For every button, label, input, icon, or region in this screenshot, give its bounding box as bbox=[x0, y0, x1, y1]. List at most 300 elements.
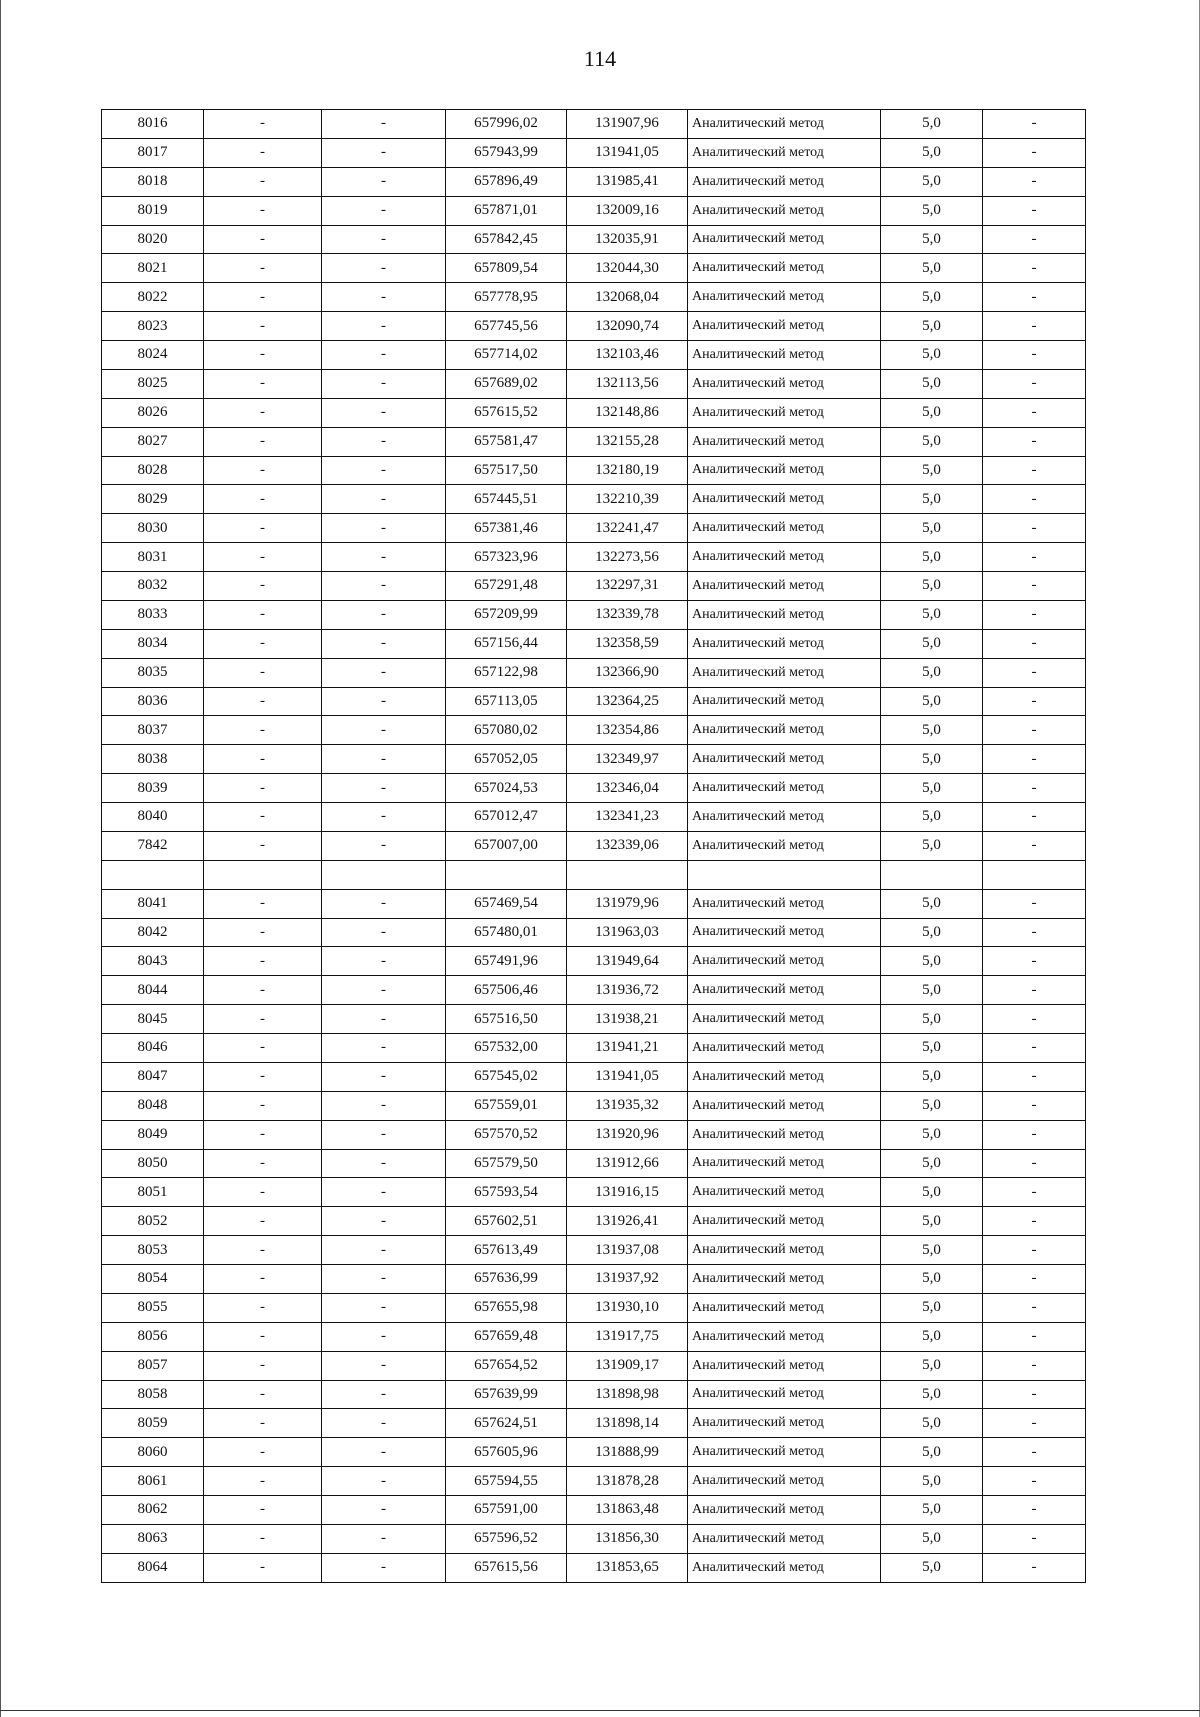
table-row bbox=[102, 1062, 1086, 1091]
accuracy-cell: 5,0 bbox=[881, 514, 983, 543]
table-row bbox=[102, 1467, 1086, 1496]
x-coordinate-cell: 657593,54 bbox=[446, 1178, 567, 1207]
point-number-cell: 8058 bbox=[102, 1380, 204, 1409]
y-coordinate-cell: 131935,32 bbox=[567, 1091, 688, 1120]
empty-cell: - bbox=[204, 456, 322, 485]
method-cell: Аналитический метод bbox=[688, 1236, 881, 1265]
method-cell: Аналитический метод bbox=[688, 1496, 881, 1525]
point-number-cell: 8026 bbox=[102, 398, 204, 427]
empty-cell: - bbox=[322, 889, 446, 918]
method-cell: Аналитический метод bbox=[688, 1409, 881, 1438]
point-number-cell: 8042 bbox=[102, 918, 204, 947]
empty-cell: - bbox=[204, 745, 322, 774]
table-row bbox=[102, 1120, 1086, 1149]
point-number-cell: 8055 bbox=[102, 1293, 204, 1322]
x-coordinate-cell: 657080,02 bbox=[446, 716, 567, 745]
method-cell: Аналитический метод bbox=[688, 167, 881, 196]
method-cell: Аналитический метод bbox=[688, 1380, 881, 1409]
table-row bbox=[102, 1496, 1086, 1525]
empty-cell: - bbox=[983, 1005, 1086, 1034]
empty-cell: - bbox=[204, 254, 322, 283]
accuracy-cell: 5,0 bbox=[881, 716, 983, 745]
x-coordinate-cell: 657745,56 bbox=[446, 312, 567, 341]
table-row bbox=[102, 167, 1086, 196]
empty-cell: - bbox=[204, 774, 322, 803]
method-cell: Аналитический метод bbox=[688, 1322, 881, 1351]
empty-cell bbox=[102, 860, 204, 889]
method-cell: Аналитический метод bbox=[688, 889, 881, 918]
method-cell: Аналитический метод bbox=[688, 283, 881, 312]
table-row bbox=[102, 1351, 1086, 1380]
empty-cell: - bbox=[983, 774, 1086, 803]
x-coordinate-cell: 657596,52 bbox=[446, 1524, 567, 1553]
y-coordinate-cell: 132035,91 bbox=[567, 225, 688, 254]
accuracy-cell: 5,0 bbox=[881, 1351, 983, 1380]
empty-cell: - bbox=[322, 1438, 446, 1467]
empty-cell: - bbox=[204, 1207, 322, 1236]
empty-cell: - bbox=[204, 1438, 322, 1467]
empty-cell: - bbox=[322, 196, 446, 225]
accuracy-cell: 5,0 bbox=[881, 1553, 983, 1582]
empty-cell: - bbox=[322, 600, 446, 629]
empty-cell: - bbox=[204, 1380, 322, 1409]
y-coordinate-cell: 131938,21 bbox=[567, 1005, 688, 1034]
y-coordinate-cell: 132339,06 bbox=[567, 831, 688, 860]
empty-cell: - bbox=[322, 1149, 446, 1178]
table-row bbox=[102, 1091, 1086, 1120]
empty-cell: - bbox=[204, 1524, 322, 1553]
y-coordinate-cell: 131863,48 bbox=[567, 1496, 688, 1525]
empty-cell bbox=[446, 860, 567, 889]
empty-cell: - bbox=[983, 514, 1086, 543]
empty-cell: - bbox=[204, 1120, 322, 1149]
point-number-cell: 8021 bbox=[102, 254, 204, 283]
accuracy-cell: 5,0 bbox=[881, 658, 983, 687]
x-coordinate-cell: 657559,01 bbox=[446, 1091, 567, 1120]
method-cell: Аналитический метод bbox=[688, 658, 881, 687]
method-cell: Аналитический метод bbox=[688, 716, 881, 745]
empty-cell: - bbox=[322, 1062, 446, 1091]
x-coordinate-cell: 657469,54 bbox=[446, 889, 567, 918]
accuracy-cell: 5,0 bbox=[881, 1178, 983, 1207]
empty-cell: - bbox=[322, 341, 446, 370]
method-cell: Аналитический метод bbox=[688, 543, 881, 572]
empty-cell: - bbox=[983, 167, 1086, 196]
table-row bbox=[102, 947, 1086, 976]
point-number-cell: 8019 bbox=[102, 196, 204, 225]
empty-cell: - bbox=[983, 485, 1086, 514]
empty-cell: - bbox=[322, 629, 446, 658]
empty-cell: - bbox=[983, 110, 1086, 139]
empty-cell: - bbox=[322, 976, 446, 1005]
empty-cell: - bbox=[322, 1409, 446, 1438]
empty-cell: - bbox=[983, 1062, 1086, 1091]
table-row bbox=[102, 312, 1086, 341]
x-coordinate-cell: 657654,52 bbox=[446, 1351, 567, 1380]
empty-cell: - bbox=[322, 369, 446, 398]
point-number-cell: 8035 bbox=[102, 658, 204, 687]
coordinates-table-body bbox=[102, 110, 1086, 1583]
x-coordinate-cell: 657615,56 bbox=[446, 1553, 567, 1582]
empty-cell: - bbox=[204, 1496, 322, 1525]
table-row bbox=[102, 369, 1086, 398]
empty-cell: - bbox=[983, 341, 1086, 370]
table-row bbox=[102, 658, 1086, 687]
method-cell: Аналитический метод bbox=[688, 629, 881, 658]
point-number-cell: 8040 bbox=[102, 803, 204, 832]
point-number-cell: 7842 bbox=[102, 831, 204, 860]
table-row bbox=[102, 831, 1086, 860]
x-coordinate-cell: 657581,47 bbox=[446, 427, 567, 456]
x-coordinate-cell: 657602,51 bbox=[446, 1207, 567, 1236]
empty-cell: - bbox=[983, 1293, 1086, 1322]
table-row bbox=[102, 196, 1086, 225]
table-row bbox=[102, 1149, 1086, 1178]
y-coordinate-cell: 131926,41 bbox=[567, 1207, 688, 1236]
point-number-cell: 8062 bbox=[102, 1496, 204, 1525]
accuracy-cell: 5,0 bbox=[881, 1149, 983, 1178]
method-cell: Аналитический метод bbox=[688, 947, 881, 976]
point-number-cell: 8063 bbox=[102, 1524, 204, 1553]
x-coordinate-cell: 657012,47 bbox=[446, 803, 567, 832]
method-cell: Аналитический метод bbox=[688, 831, 881, 860]
empty-cell: - bbox=[322, 1553, 446, 1582]
y-coordinate-cell: 131853,65 bbox=[567, 1553, 688, 1582]
x-coordinate-cell: 657689,02 bbox=[446, 369, 567, 398]
empty-cell: - bbox=[204, 543, 322, 572]
accuracy-cell: 5,0 bbox=[881, 369, 983, 398]
table-row bbox=[102, 1380, 1086, 1409]
accuracy-cell: 5,0 bbox=[881, 1524, 983, 1553]
point-number-cell: 8043 bbox=[102, 947, 204, 976]
x-coordinate-cell: 657007,00 bbox=[446, 831, 567, 860]
empty-cell bbox=[322, 860, 446, 889]
point-number-cell: 8038 bbox=[102, 745, 204, 774]
accuracy-cell: 5,0 bbox=[881, 745, 983, 774]
table-row bbox=[102, 1409, 1086, 1438]
table-row bbox=[102, 1207, 1086, 1236]
empty-cell: - bbox=[983, 543, 1086, 572]
method-cell: Аналитический метод bbox=[688, 976, 881, 1005]
empty-cell: - bbox=[204, 485, 322, 514]
point-number-cell: 8025 bbox=[102, 369, 204, 398]
empty-cell: - bbox=[322, 1524, 446, 1553]
empty-cell: - bbox=[983, 398, 1086, 427]
y-coordinate-cell: 131920,96 bbox=[567, 1120, 688, 1149]
x-coordinate-cell: 657659,48 bbox=[446, 1322, 567, 1351]
point-number-cell: 8049 bbox=[102, 1120, 204, 1149]
empty-cell: - bbox=[204, 283, 322, 312]
y-coordinate-cell: 132068,04 bbox=[567, 283, 688, 312]
table-row bbox=[102, 398, 1086, 427]
table-row bbox=[102, 918, 1086, 947]
point-number-cell: 8048 bbox=[102, 1091, 204, 1120]
point-number-cell: 8052 bbox=[102, 1207, 204, 1236]
empty-cell: - bbox=[204, 1293, 322, 1322]
accuracy-cell: 5,0 bbox=[881, 1236, 983, 1265]
table-row bbox=[102, 110, 1086, 139]
point-number-cell: 8060 bbox=[102, 1438, 204, 1467]
point-number-cell: 8027 bbox=[102, 427, 204, 456]
y-coordinate-cell: 132009,16 bbox=[567, 196, 688, 225]
empty-cell: - bbox=[983, 1496, 1086, 1525]
empty-cell: - bbox=[983, 947, 1086, 976]
table-row bbox=[102, 1236, 1086, 1265]
table-row bbox=[102, 1322, 1086, 1351]
accuracy-cell: 5,0 bbox=[881, 687, 983, 716]
y-coordinate-cell: 131985,41 bbox=[567, 167, 688, 196]
table-row bbox=[102, 976, 1086, 1005]
empty-cell: - bbox=[204, 1553, 322, 1582]
empty-cell: - bbox=[983, 1236, 1086, 1265]
method-cell: Аналитический метод bbox=[688, 600, 881, 629]
table-row bbox=[102, 138, 1086, 167]
x-coordinate-cell: 657323,96 bbox=[446, 543, 567, 572]
accuracy-cell: 5,0 bbox=[881, 341, 983, 370]
table-row bbox=[102, 600, 1086, 629]
empty-cell: - bbox=[983, 889, 1086, 918]
y-coordinate-cell: 132090,74 bbox=[567, 312, 688, 341]
empty-cell: - bbox=[983, 803, 1086, 832]
x-coordinate-cell: 657480,01 bbox=[446, 918, 567, 947]
point-number-cell: 8033 bbox=[102, 600, 204, 629]
point-number-cell: 8047 bbox=[102, 1062, 204, 1091]
table-row bbox=[102, 514, 1086, 543]
x-coordinate-cell: 657570,52 bbox=[446, 1120, 567, 1149]
empty-cell: - bbox=[322, 687, 446, 716]
x-coordinate-cell: 657778,95 bbox=[446, 283, 567, 312]
empty-cell: - bbox=[204, 1236, 322, 1265]
accuracy-cell: 5,0 bbox=[881, 1409, 983, 1438]
accuracy-cell: 5,0 bbox=[881, 803, 983, 832]
empty-cell: - bbox=[322, 138, 446, 167]
empty-cell: - bbox=[322, 1120, 446, 1149]
empty-cell: - bbox=[204, 572, 322, 601]
y-coordinate-cell: 131898,14 bbox=[567, 1409, 688, 1438]
empty-cell: - bbox=[983, 196, 1086, 225]
empty-cell: - bbox=[983, 138, 1086, 167]
point-number-cell: 8016 bbox=[102, 110, 204, 139]
accuracy-cell: 5,0 bbox=[881, 1438, 983, 1467]
method-cell: Аналитический метод bbox=[688, 1005, 881, 1034]
empty-cell: - bbox=[322, 167, 446, 196]
point-number-cell: 8041 bbox=[102, 889, 204, 918]
empty-cell: - bbox=[322, 716, 446, 745]
y-coordinate-cell: 131917,75 bbox=[567, 1322, 688, 1351]
x-coordinate-cell: 657532,00 bbox=[446, 1034, 567, 1063]
empty-cell: - bbox=[322, 831, 446, 860]
empty-cell: - bbox=[983, 1380, 1086, 1409]
empty-cell: - bbox=[204, 716, 322, 745]
x-coordinate-cell: 657445,51 bbox=[446, 485, 567, 514]
empty-cell: - bbox=[983, 283, 1086, 312]
point-number-cell: 8031 bbox=[102, 543, 204, 572]
y-coordinate-cell: 132339,78 bbox=[567, 600, 688, 629]
empty-cell: - bbox=[983, 1178, 1086, 1207]
empty-cell: - bbox=[983, 976, 1086, 1005]
x-coordinate-cell: 657024,53 bbox=[446, 774, 567, 803]
empty-cell: - bbox=[204, 1062, 322, 1091]
empty-cell: - bbox=[983, 831, 1086, 860]
empty-cell: - bbox=[983, 572, 1086, 601]
empty-cell: - bbox=[204, 398, 322, 427]
method-cell: Аналитический метод bbox=[688, 1438, 881, 1467]
x-coordinate-cell: 657871,01 bbox=[446, 196, 567, 225]
accuracy-cell: 5,0 bbox=[881, 167, 983, 196]
point-number-cell: 8064 bbox=[102, 1553, 204, 1582]
empty-cell: - bbox=[322, 572, 446, 601]
accuracy-cell: 5,0 bbox=[881, 398, 983, 427]
empty-cell bbox=[688, 860, 881, 889]
x-coordinate-cell: 657156,44 bbox=[446, 629, 567, 658]
method-cell: Аналитический метод bbox=[688, 745, 881, 774]
accuracy-cell: 5,0 bbox=[881, 1207, 983, 1236]
table-row bbox=[102, 1178, 1086, 1207]
empty-cell: - bbox=[322, 1091, 446, 1120]
empty-cell: - bbox=[204, 831, 322, 860]
table-row bbox=[102, 254, 1086, 283]
empty-cell: - bbox=[322, 1322, 446, 1351]
accuracy-cell: 5,0 bbox=[881, 1091, 983, 1120]
y-coordinate-cell: 132180,19 bbox=[567, 456, 688, 485]
empty-cell: - bbox=[983, 1034, 1086, 1063]
empty-cell: - bbox=[322, 283, 446, 312]
method-cell: Аналитический метод bbox=[688, 514, 881, 543]
empty-cell: - bbox=[204, 600, 322, 629]
accuracy-cell: 5,0 bbox=[881, 774, 983, 803]
table-row bbox=[102, 774, 1086, 803]
method-cell: Аналитический метод bbox=[688, 369, 881, 398]
empty-cell: - bbox=[322, 312, 446, 341]
empty-cell: - bbox=[204, 1178, 322, 1207]
accuracy-cell: 5,0 bbox=[881, 225, 983, 254]
empty-cell: - bbox=[983, 1322, 1086, 1351]
method-cell: Аналитический метод bbox=[688, 1524, 881, 1553]
accuracy-cell: 5,0 bbox=[881, 889, 983, 918]
table-row bbox=[102, 543, 1086, 572]
empty-cell: - bbox=[322, 1351, 446, 1380]
method-cell: Аналитический метод bbox=[688, 1178, 881, 1207]
x-coordinate-cell: 657122,98 bbox=[446, 658, 567, 687]
point-number-cell: 8059 bbox=[102, 1409, 204, 1438]
table-row bbox=[102, 1005, 1086, 1034]
y-coordinate-cell: 131941,05 bbox=[567, 138, 688, 167]
method-cell: Аналитический метод bbox=[688, 918, 881, 947]
point-number-cell: 8051 bbox=[102, 1178, 204, 1207]
method-cell: Аналитический метод bbox=[688, 196, 881, 225]
table-row bbox=[102, 687, 1086, 716]
method-cell: Аналитический метод bbox=[688, 1120, 881, 1149]
empty-cell bbox=[567, 860, 688, 889]
page-number: 114 bbox=[583, 46, 617, 71]
empty-cell: - bbox=[204, 1005, 322, 1034]
x-coordinate-cell: 657113,05 bbox=[446, 687, 567, 716]
table-row bbox=[102, 427, 1086, 456]
point-number-cell: 8039 bbox=[102, 774, 204, 803]
method-cell: Аналитический метод bbox=[688, 485, 881, 514]
y-coordinate-cell: 132358,59 bbox=[567, 629, 688, 658]
method-cell: Аналитический метод bbox=[688, 1467, 881, 1496]
empty-cell: - bbox=[204, 803, 322, 832]
table-row bbox=[102, 716, 1086, 745]
empty-cell: - bbox=[204, 976, 322, 1005]
y-coordinate-cell: 131941,21 bbox=[567, 1034, 688, 1063]
accuracy-cell: 5,0 bbox=[881, 600, 983, 629]
method-cell: Аналитический метод bbox=[688, 1207, 881, 1236]
y-coordinate-cell: 132346,04 bbox=[567, 774, 688, 803]
method-cell: Аналитический метод bbox=[688, 803, 881, 832]
point-number-cell: 8053 bbox=[102, 1236, 204, 1265]
x-coordinate-cell: 657491,96 bbox=[446, 947, 567, 976]
empty-cell: - bbox=[322, 1265, 446, 1294]
y-coordinate-cell: 132354,86 bbox=[567, 716, 688, 745]
table-row bbox=[102, 225, 1086, 254]
empty-cell: - bbox=[322, 745, 446, 774]
accuracy-cell: 5,0 bbox=[881, 1322, 983, 1351]
point-number-cell: 8017 bbox=[102, 138, 204, 167]
accuracy-cell: 5,0 bbox=[881, 1265, 983, 1294]
empty-cell: - bbox=[204, 1091, 322, 1120]
empty-cell: - bbox=[204, 1265, 322, 1294]
accuracy-cell: 5,0 bbox=[881, 110, 983, 139]
empty-cell: - bbox=[204, 658, 322, 687]
table-row bbox=[102, 629, 1086, 658]
point-number-cell: 8037 bbox=[102, 716, 204, 745]
method-cell: Аналитический метод bbox=[688, 1351, 881, 1380]
point-number-cell: 8045 bbox=[102, 1005, 204, 1034]
empty-cell: - bbox=[322, 1380, 446, 1409]
point-number-cell: 8030 bbox=[102, 514, 204, 543]
point-number-cell: 8023 bbox=[102, 312, 204, 341]
point-number-cell: 8028 bbox=[102, 456, 204, 485]
accuracy-cell: 5,0 bbox=[881, 543, 983, 572]
accuracy-cell: 5,0 bbox=[881, 312, 983, 341]
empty-cell: - bbox=[983, 687, 1086, 716]
accuracy-cell: 5,0 bbox=[881, 947, 983, 976]
accuracy-cell: 5,0 bbox=[881, 196, 983, 225]
method-cell: Аналитический метод bbox=[688, 1553, 881, 1582]
method-cell: Аналитический метод bbox=[688, 1062, 881, 1091]
y-coordinate-cell: 132113,56 bbox=[567, 369, 688, 398]
point-number-cell: 8029 bbox=[102, 485, 204, 514]
empty-cell: - bbox=[322, 774, 446, 803]
empty-cell: - bbox=[983, 1409, 1086, 1438]
empty-cell: - bbox=[204, 918, 322, 947]
y-coordinate-cell: 132349,97 bbox=[567, 745, 688, 774]
empty-cell: - bbox=[204, 225, 322, 254]
empty-cell: - bbox=[322, 1293, 446, 1322]
accuracy-cell: 5,0 bbox=[881, 283, 983, 312]
method-cell: Аналитический метод bbox=[688, 312, 881, 341]
accuracy-cell: 5,0 bbox=[881, 629, 983, 658]
empty-cell: - bbox=[983, 658, 1086, 687]
x-coordinate-cell: 657052,05 bbox=[446, 745, 567, 774]
accuracy-cell: 5,0 bbox=[881, 918, 983, 947]
x-coordinate-cell: 657809,54 bbox=[446, 254, 567, 283]
x-coordinate-cell: 657639,99 bbox=[446, 1380, 567, 1409]
point-number-cell: 8024 bbox=[102, 341, 204, 370]
method-cell: Аналитический метод bbox=[688, 427, 881, 456]
point-number-cell: 8056 bbox=[102, 1322, 204, 1351]
empty-cell: - bbox=[983, 1149, 1086, 1178]
table-row bbox=[102, 485, 1086, 514]
accuracy-cell: 5,0 bbox=[881, 427, 983, 456]
empty-cell: - bbox=[983, 456, 1086, 485]
empty-cell: - bbox=[204, 629, 322, 658]
y-coordinate-cell: 131936,72 bbox=[567, 976, 688, 1005]
empty-cell: - bbox=[204, 138, 322, 167]
accuracy-cell: 5,0 bbox=[881, 1034, 983, 1063]
